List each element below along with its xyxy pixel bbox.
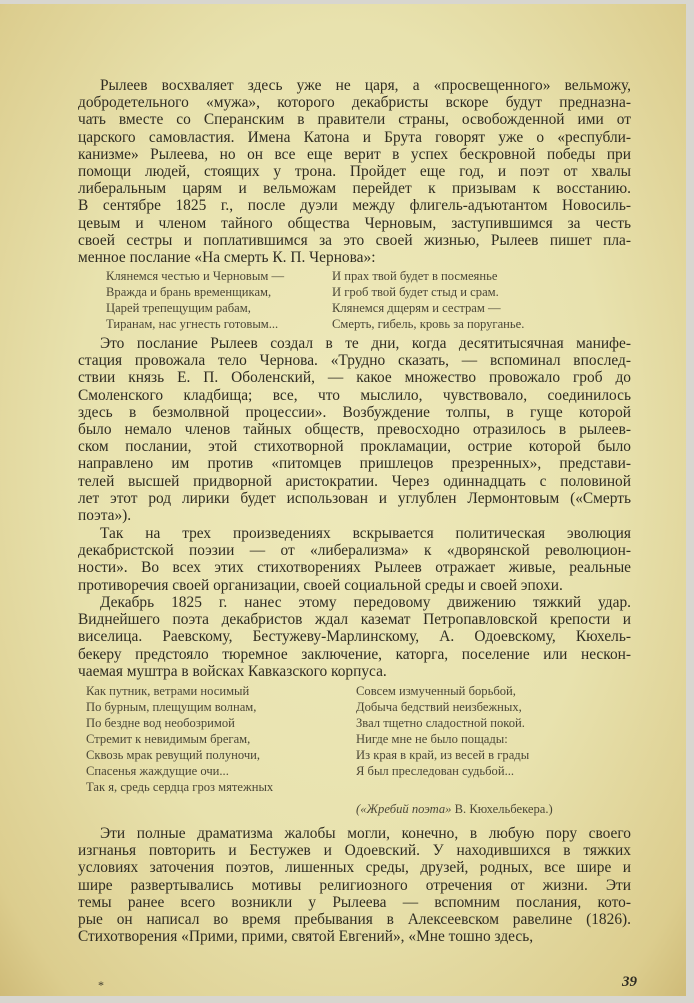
poem-line: Стремит к невидимым брегам, [86,732,251,746]
text-line: изгнанья повторить и Бестужев и Одоевский. У находившихся в тяжких [78,842,631,860]
text-line: шире развертывались мотивы религиозного отречения от жизни. Эти [78,876,631,894]
text-line: условиях заточения поэтов, лишенных среды, друзей, родных, все шире и [78,859,631,877]
text-line: темы ранее всего возникли у Рылеева — вспомним послания, кото- [78,893,631,911]
page-number: 39 [622,974,637,990]
text-line: ности». Во всех этих стихотворениях Рылеев отражает живые, реальные [78,559,631,577]
text-line: здесь в безмолвной процессии». Возбуждение толпы, в гуще которой [78,403,631,421]
text-line: Стихотворения «Прими, прими, святой Евгений», «Мне тошно здесь, [78,928,534,946]
poem-line: Смерть, гибель, кровь за поруганье. [332,317,525,331]
poem-line: Нигде мне не было пощады: [356,732,508,746]
text-line: менное послание «На смерть К. П. Чернова»: [78,248,376,266]
poem-1-right-column [332,268,524,332]
poem-line: Как путник, ветрами носимый [86,684,250,698]
text-line: цевым и членом тайного общества Черновым, заступившимся за честь [78,214,631,232]
poem-line: Царей трепещущим рабам, [106,301,251,315]
book-page [0,4,686,996]
text-line: противоречия своей организации, своей социальной среды и своей эпохи. [78,576,563,594]
poem-line: Добыча бедствий неизбежных, [356,700,522,714]
text-line: царского самовластия. Имена Катона и Брута говорят уже о «республи- [78,128,631,146]
text-line: либеральным царям и вельможам перейдет к призывам к восстанию. [78,180,631,198]
text-line: ствии князь Е. П. Оболенский, — какое множество провожало гроб до [78,369,631,387]
text-line: ском послании, этой стихотворной прокламации, острие которой было [78,438,631,456]
poem-line: Вражда и брань временщикам, [106,285,272,299]
attribution-author: В. Кюхельбекера.) [454,802,553,816]
text-line: Эти полные драматизма жалобы могли, конечно, в любую пору своего [100,825,631,842]
poem-line: Сквозь мрак ревущий полуночи, [86,748,261,762]
text-line: чаемая муштра в войсках Кавказского корпуса. [78,662,387,680]
poem-line: По бездне вод необозримой [86,716,235,730]
printer-mark: * [98,978,104,992]
text-line: Рылеев восхваляет здесь уже не царя, а «просвещенного» вельможу, [100,77,631,94]
text-line: Это послание Рылеев создал в те дни, когда десятитысячная манифе- [100,335,631,352]
text-line: чать вместе со Сперанским в правители страны, освобожденной ими от [78,111,631,129]
text-line: было немало членов тайных обществ, превосходно отразилось в рылеев- [78,420,631,438]
poem-attribution [356,802,553,817]
poem-2-left-column [86,683,273,795]
poem-line: Я был преследован судьбой... [356,764,515,778]
text-line: телей высшей придворной аристократии. Через одиннадцать с половиной [78,472,631,490]
poem-1-left-column [106,268,284,332]
text-line: стация провожала тело Чернова. «Трудно сказать, — вспоминал впослед- [78,352,631,370]
text-line: декабристской поэзии — от «либерализма» к «дворянской революцион- [78,542,631,560]
text-line: Виднейшего поэта декабристов ждал каземат Петропавловской крепости и [78,611,631,629]
poem-line: Звал тщетно сладостной покой. [356,716,525,730]
text-line: поэта»). [78,506,132,524]
text-line: лет этот род лирики будет использован и углублен Лермонтовым («Смерть [78,489,631,507]
poem-line: Из края в край, из весей в грады [356,748,530,762]
paragraph-2 [78,335,631,524]
attribution-title: («Жребий поэта» [356,802,452,816]
poem-line: Спасенья жаждущие очи... [86,764,229,778]
poem-line: И прах твой будет в посмеянье [332,269,498,283]
text-line: Декабрь 1825 г. нанес этому передовому движению тяжкий удар. [100,594,631,611]
poem-line: По бурным, плещущим волнам, [86,700,257,714]
poem-line: Совсем измученный борьбой, [356,684,516,698]
paragraph-5 [78,825,631,945]
text-line: бекеру предстояло тюремное заключение, каторга, поселение или нескон- [78,645,631,663]
poem-line: Клянемся честью и Черновым — [106,269,285,283]
text-line: помощи людей, стоящих у трона. Пройдет еще год, и поэт от хвалы [78,162,631,180]
text-line: направлено им против «питомцев пришлецов презренных», представи- [78,455,631,473]
text-line: своей сестры и поплатившимся за это своей жизнью, Рылеев пишет пла- [78,231,631,249]
text-line: Смоленского кладбища; все, что мыслило, чувствовало, соединилось [78,386,631,404]
text-line: В сентябре 1825 г., после дуэли между флигель-адъютантом Новосиль- [78,197,631,215]
poem-line: Клянемся дщерям и сестрам — [332,301,501,315]
text-line: Так на трех произведениях вскрывается политическая эволюция [100,525,631,542]
poem-2-right-column [356,683,529,779]
paragraph-3 [78,525,631,594]
paragraph-1 [78,77,631,266]
poem-line: И гроб твой будет стыд и срам. [332,285,499,299]
poem-line: Так я, средь сердца гроз мятежных [86,780,274,794]
text-line: рые он написал во время пребывания в Алексеевском равелине (1826). [78,910,631,928]
text-line: канизме» Рылеева, но он все еще верит в успех бескровной победы при [78,145,631,163]
text-line: добродетельного «мужа», которого декабристы вскоре будут предназна- [78,94,631,112]
text-line: виселица. Раевскому, Бестужеву-Марлинскому, А. Одоевскому, Кюхель- [78,628,631,646]
poem-line: Тиранам, нас угнесть готовым... [106,317,279,331]
paragraph-4 [78,594,631,680]
